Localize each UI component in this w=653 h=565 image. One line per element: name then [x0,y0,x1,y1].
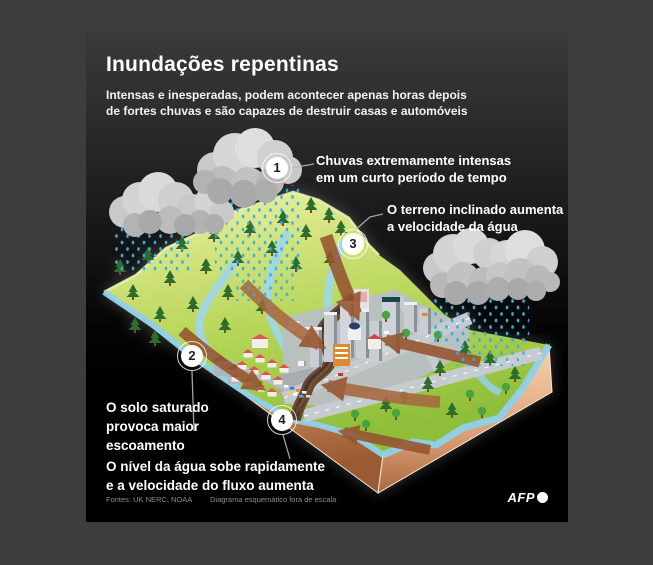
callout-3-badge [338,229,368,259]
callout-1-text: Chuvas extremamente intensas em um curto período de tempo [316,153,512,185]
callout-2-badge [177,341,207,371]
callout-2-number: 2 [181,345,203,367]
afp-logo [508,490,549,505]
subtitle-line-2: de fortes chuvas e são capazes de destruir casas e automóveis [106,104,468,118]
footer-note: Diagrama esquemático fora de escala [210,495,337,504]
callout-4-text: O nível da água sobe rapidamente e a velocidade do fluxo aumenta [106,459,326,493]
afp-logo-text: AFP [507,490,535,505]
footer-sources: Fontes: UK NERC, NOAA [106,495,193,504]
callout-4-number: 4 [271,409,293,431]
callout-4-badge [267,405,297,435]
subtitle-line-1: Intensas e inesperadas, podem acontecer apenas horas depois [106,88,467,102]
afp-globe-icon [537,492,548,503]
callout-1-badge [262,153,292,183]
page-title: Inundações repentinas [106,53,339,76]
rain-cloud-right [423,228,560,305]
callout-3-text: O terreno inclinado aumenta a velocidade da água [387,202,564,234]
callout-1-number: 1 [266,157,288,179]
callout-3-number: 3 [342,233,364,255]
callout-2-text: O solo saturado provoca maior escoamento [106,400,209,453]
infographic-card [86,31,568,522]
